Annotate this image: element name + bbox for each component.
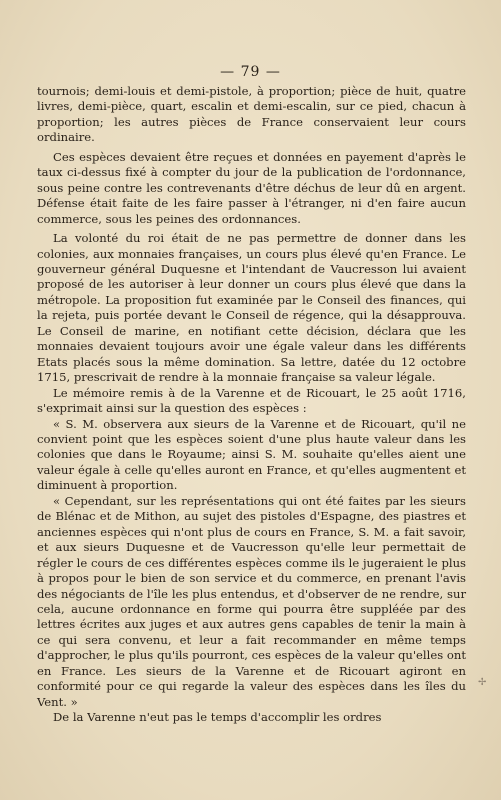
page-number: — 79 — xyxy=(220,64,281,80)
paper-blemish: ✢ xyxy=(478,677,487,688)
paragraph: La volonté du roi était de ne pas permettre de donner dans les colonies, aux monnaies françaises, un cours plus élevé qu'en France. Le gouverneur général Duquesne et l'intendant de Vaucresson lui avaient proposé de les autoriser à leur donner un cours plus élevé que dans la métropole. La proposition fut examinée par le Conseil des finances, qui la rejeta, puis portée devant le Conseil de régence, qui la désapprouva. Le Conseil de marine, en notifiant cette décision, déclara que les monnaies devaient toujours avoir une égale valeur dans les différents Etats placés sous la même domination. Sa lettre, datée du 12 octobre 1715, prescrivait de rendre à la monnaie française sa valeur légale. xyxy=(37,231,466,385)
body-text xyxy=(37,84,466,726)
paragraph: De la Varenne n'eut pas le temps d'accomplir les ordres xyxy=(53,710,382,725)
quote-paragraph: « S. M. observera aux sieurs de la Varenne et de Ricouart, qu'il ne convient point que les espèces soient d'une plus haute valeur dans les colonies que dans le Royaume; ainsi S. M. souhaite qu'elles aient une valeur égale à celle qu'elles auront en France, et qu'elles augmentent et diminuent à proportion. xyxy=(37,416,466,493)
paragraph: Le mémoire remis à de la Varenne et de Ricouart, le 25 août 1716, s'exprimait ainsi sur la question des espèces : xyxy=(37,385,466,416)
quote-paragraph: « Cependant, sur les représentations qui ont été faites par les sieurs de Blénac et de Mithon, au sujet des pistoles d'Espagne, des piastres et anciennes espèces qui n'ont plus de cours en France, S. M. a fait savoir, et aux sieurs Duquesne et de Vaucresson qu'elle leur permettait de régler le cours de ces différentes espèces comme ils le jugeraient le plus à propos pour le bien de son service et du commerce, en prenant l'avis des négociants de l'île les plus entendus, et d'observer de ne rendre, sur cela, aucune ordonnance en forme qui pourra être suppléée par des lettres écrites aux juges et aux autres gens capables de tenir la main à ce qui sera convenu, et leur a fait recommander en même temps d'approcher, le plus qu'ils pourront, ces espèces de la valeur qu'elles ont en France. Les sieurs de la Varenne et de Ricouart agiront en conformité pour ce qui regarde la valeur des espèces dans les îles du Vent. » xyxy=(37,493,466,709)
paragraph: tournois; demi-louis et demi-pistole, à proportion; pièce de huit, quatre livres, demi-pièce, quart, escalin et demi-escalin, sur ce pied, chacun à proportion; les autres pièces de France conservaient leur cours ordinaire. xyxy=(37,84,466,145)
paragraph: Ces espèces devaient être reçues et données en payement d'après le taux ci-dessus fixé à compter du jour de la publication de l'ordonnance, sous peine contre les contrevenants d'être déchus de leur dû en argent. Défense était faite de les faire passer à l'étranger, ni d'en faire aucun commerce, sous les peines des ordonnances. xyxy=(37,149,466,226)
